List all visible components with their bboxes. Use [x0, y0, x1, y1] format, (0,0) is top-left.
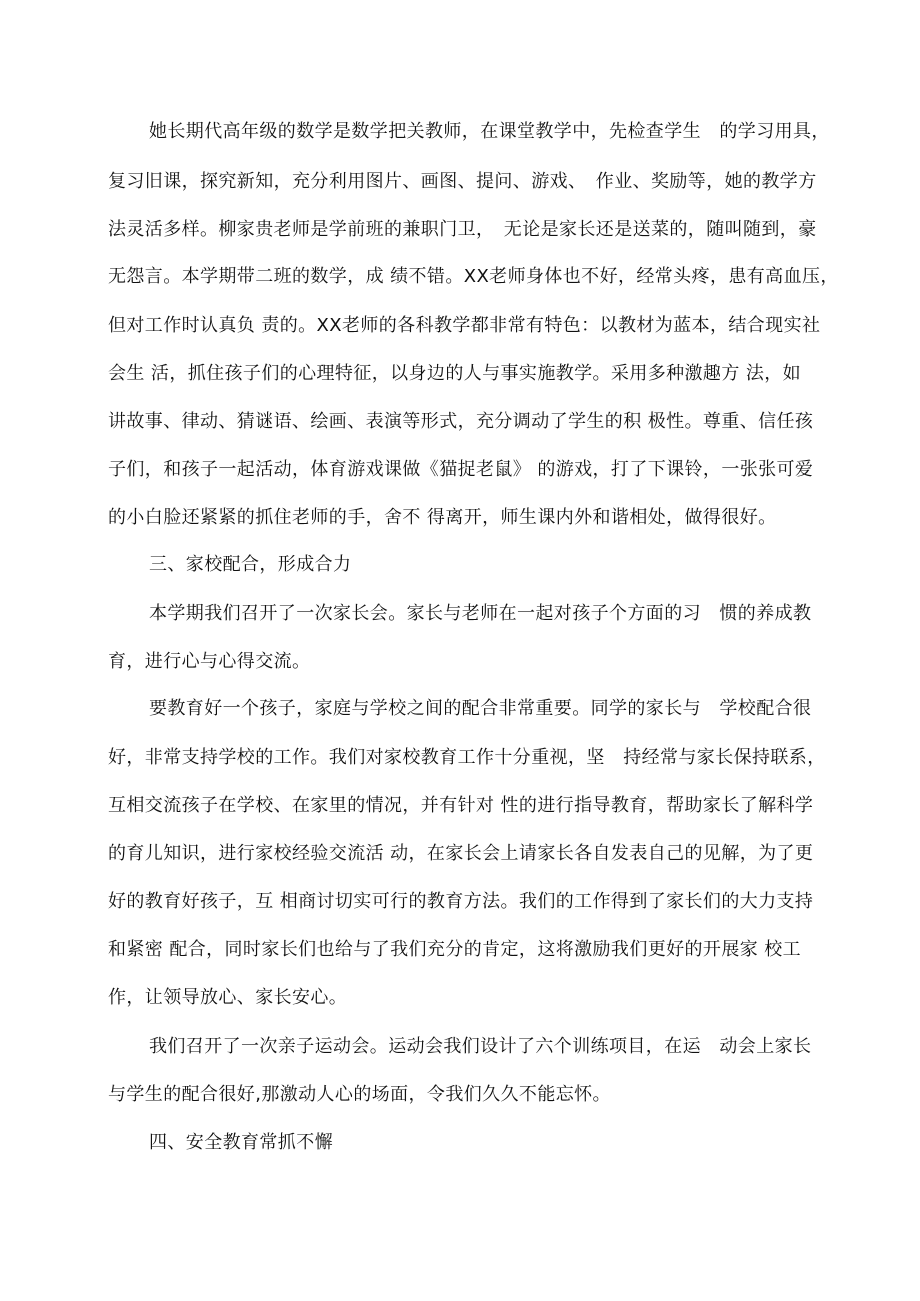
text-line: 我们召开了一次亲子运动会。运动会我们设计了六个训练项目，在运 动会上家长 [149, 1036, 812, 1057]
text-line: 育，进行心与心得交流。 [108, 651, 311, 672]
text-line: 的育儿知识，进行家校经验交流活 动，在家长会上请家长各自发表自己的见解，为了更 [108, 843, 814, 864]
text-line: 互相交流孩子在学校、在家里的情况，并有针对 性的进行指导教育，帮助家长了解科学 [108, 795, 814, 816]
text-line: 的小白脸还紧紧的抓住老师的手，舍不 得离开，师生课内外和谐相处，做得很好。 [108, 507, 777, 528]
text-line: 和紧密 配合，同时家长们也给与了我们充分的肯定，这将激励我们更好的开展家 校工 [108, 939, 802, 960]
text-line: 作，让领导放心、家长安心。 [108, 987, 348, 1008]
text-line: 本学期我们召开了一次家长会。家长与老师在一起对孩子个方面的习 惯的养成教 [149, 603, 812, 624]
section-heading: 四、安全教育常抓不懈 [149, 1132, 333, 1153]
text-line: 法灵活多样。柳家贵老师是学前班的兼职门卫， 无论是家长还是送菜的，随叫随到，豪 [108, 219, 817, 240]
text-line: 但对工作时认真负 责的。XX老师的各科教学都非常有特色：以教材为蓝本，结合现实社 [108, 315, 821, 336]
text-line: 她长期代高年级的数学是数学把关教师，在课堂教学中，先检查学生 的学习用具， [149, 121, 830, 142]
section-heading: 三、家校配合，形成合力 [149, 554, 352, 575]
text-line: 会生 活，抓住孩子们的心理特征，以身边的人与事实施教学。采用多种激趣方 法，如 [108, 363, 802, 384]
text-line: 复习旧课，探究新知，充分利用图片、画图、提问、游戏、 作业、奖励等，她的教学方 [108, 171, 817, 192]
text-line: 与学生的配合很好,那激动人心的场面，令我们久久不能忘怀。 [108, 1084, 611, 1105]
text-line: 无怨言。本学期带二班的数学，成 绩不错。XX老师身体也不好，经常头疼，患有高血压， [108, 266, 839, 287]
text-line: 要教育好一个孩子，家庭与学校之间的配合非常重要。同学的家长与 学校配合很 [149, 698, 812, 719]
text-line: 子们，和孩子一起活动，体育游戏课做《猫捉老鼠》 的游戏，打了下课铃，一张张可爱 [108, 459, 814, 480]
text-line: 好的教育好孩子，互 相商讨切实可行的教育方法。我们的工作得到了家长们的大力支持 [108, 891, 814, 912]
text-line: 好，非常支持学校的工作。我们对家校教育工作十分重视，坚 持经常与家长保持联系， [108, 747, 826, 768]
text-line: 讲故事、律动、猜谜语、绘画、表演等形式，充分调动了学生的积 极性。尊重、信任孩 [108, 411, 814, 432]
